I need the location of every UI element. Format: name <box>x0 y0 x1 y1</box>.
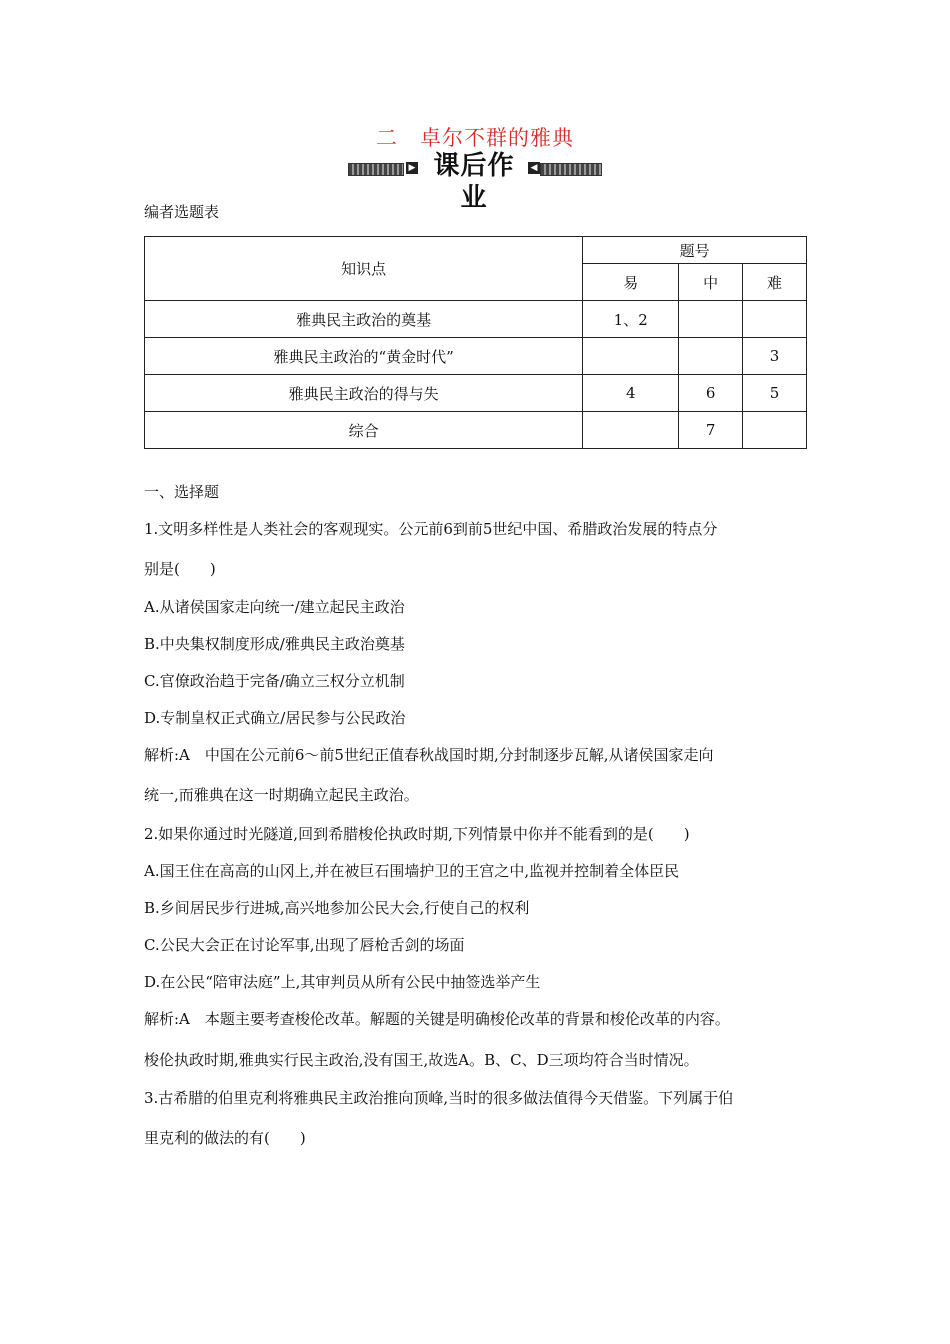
question-1-option-d: D.专制皇权正式确立/居民参与公民政治 <box>144 709 406 727</box>
hard-cell <box>743 301 807 338</box>
easy-cell <box>583 412 679 449</box>
banner-left-bar <box>348 163 404 176</box>
back-icon: ◀ <box>528 162 540 174</box>
banner-right-bar <box>540 163 602 176</box>
question-2-option-d: D.在公民“陪审法庭”上,其审判员从所有公民中抽签选举产生 <box>144 973 541 991</box>
topic-cell: 雅典民主政治的得与失 <box>145 375 583 412</box>
medium-cell: 7 <box>679 412 743 449</box>
question-1-option-c: C.官僚政治趋于完备/确立三权分立机制 <box>144 672 405 690</box>
hard-cell: 5 <box>743 375 807 412</box>
question-3-stem-cont: 里克利的做法的有( ) <box>144 1129 306 1147</box>
question-3-stem: 3.古希腊的伯里克利将雅典民主政治推向顶峰,当时的很多做法值得今天借鉴。下列属于伯 <box>144 1089 734 1107</box>
question-1-analysis: 解析:A 中国在公元前6～前5世纪正值春秋战国时期,分封制逐步瓦解,从诸侯国家走向 <box>144 746 714 764</box>
topic-table <box>144 236 807 449</box>
question-1-analysis-cont: 统一,而雅典在这一时期确立起民主政治。 <box>144 786 419 804</box>
easy-cell <box>583 338 679 375</box>
question-1-option-a: A.从诸侯国家走向统一/建立起民主政治 <box>144 598 405 616</box>
header-topic: 知识点 <box>145 237 583 301</box>
hard-cell: 3 <box>743 338 807 375</box>
easy-cell: 4 <box>583 375 679 412</box>
easy-cell: 1、2 <box>583 301 679 338</box>
question-1-stem: 1.文明多样性是人类社会的客观现实。公元前6到前5世纪中国、希腊政治发展的特点分 <box>144 520 718 538</box>
medium-cell <box>679 338 743 375</box>
medium-cell <box>679 301 743 338</box>
table-row <box>145 301 807 338</box>
question-1-option-b: B.中央集权制度形成/雅典民主政治奠基 <box>144 635 405 653</box>
question-2-stem: 2.如果你通过时光隧道,回到希腊梭伦执政时期,下列情景中你并不能看到的是( ) <box>144 825 690 843</box>
page-title: 二 卓尔不群的雅典 <box>376 126 574 150</box>
question-2-analysis-cont: 梭伦执政时期,雅典实行民主政治,没有国王,故选A。B、C、D三项均符合当时情况。 <box>144 1051 699 1069</box>
question-2-analysis: 解析:A 本题主要考查梭伦改革。解题的关键是明确梭伦改革的背景和梭伦改革的内容。 <box>144 1010 730 1028</box>
table-row <box>145 375 807 412</box>
play-icon: ▶ <box>406 162 418 174</box>
question-1-stem-cont: 别是( ) <box>144 560 216 578</box>
header-medium: 中 <box>679 264 743 301</box>
question-2-option-b: B.乡间居民步行进城,高兴地参加公民大会,行使自己的权利 <box>144 899 530 917</box>
header-question-number: 题号 <box>583 237 807 264</box>
topic-cell: 综合 <box>145 412 583 449</box>
hard-cell <box>743 412 807 449</box>
header-hard: 难 <box>743 264 807 301</box>
table-row <box>145 338 807 375</box>
banner-label: 课后作业 <box>433 151 515 213</box>
table-row <box>145 412 807 449</box>
topic-cell: 雅典民主政治的奠基 <box>145 301 583 338</box>
section-title: 一、选择题 <box>144 483 220 501</box>
medium-cell: 6 <box>679 375 743 412</box>
question-2-option-c: C.公民大会正在讨论军事,出现了唇枪舌剑的场面 <box>144 936 465 954</box>
header-easy: 易 <box>583 264 679 301</box>
table-caption: 编者选题表 <box>144 203 220 221</box>
homework-banner <box>348 151 602 213</box>
topic-cell: 雅典民主政治的“黄金时代” <box>145 338 583 375</box>
question-2-option-a: A.国王住在高高的山冈上,并在被巨石围墙护卫的王宫之中,监视并控制着全体臣民 <box>144 862 680 880</box>
